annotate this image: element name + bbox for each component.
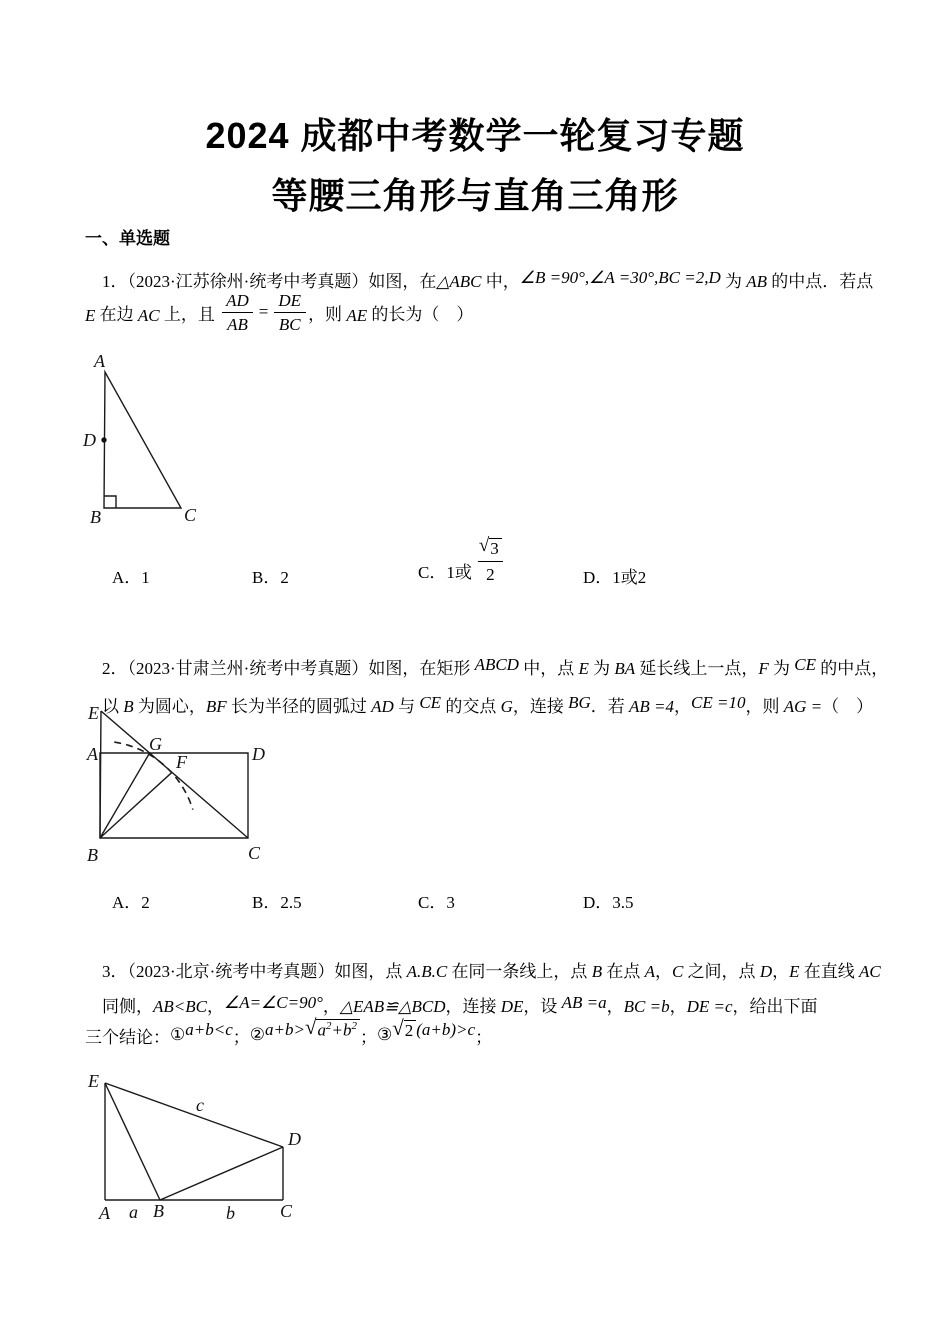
q2-option-a: A．2 xyxy=(112,893,150,912)
label-g: G xyxy=(149,734,162,754)
label-a: A xyxy=(99,1203,110,1223)
label-d: D xyxy=(83,430,96,450)
line-ec xyxy=(101,711,248,838)
circled-2: ② xyxy=(249,1025,265,1045)
q1-text: 1．（2023·江苏徐州·统考中考真题）如图，在 xyxy=(102,272,437,291)
q1-option-b: B．2 xyxy=(252,568,289,587)
triangle-outline xyxy=(104,372,181,508)
q2-text-line2: 以 B 为圆心，BF 长为半径的圆弧过 AD 与 CE 的交点 G，连接 BG．若 AB =4，CE =10，则 AG =（ ） xyxy=(102,693,874,716)
q3-text-line3: 三个结论： ① a+b<c ； ② a+b> √ $a^2+b^2$ ； ③ √ 2 (a+b)>c ； xyxy=(85,1015,493,1047)
q3-figure-triangles xyxy=(82,1070,317,1235)
label-d: D xyxy=(288,1129,301,1149)
q1-option-d: D．1或2 xyxy=(583,568,647,587)
q1-math-ac: AC xyxy=(137,306,160,325)
q2-option-c: C．3 xyxy=(418,893,455,912)
label-a-length: a xyxy=(129,1202,138,1222)
q1-math-triangle-abc: △ABC xyxy=(436,272,482,291)
q1-math-e: E xyxy=(85,306,96,325)
label-e: E xyxy=(88,1071,99,1091)
q2-text-line1: 2．（2023·甘肃兰州·统考中考真题）如图，在矩形 ABCD 中，点 E 为 BA 延长线上一点，F 为 CE 的中点， xyxy=(102,655,889,678)
radical-sign: √ xyxy=(392,1015,404,1040)
q2-math-abcd: ABCD xyxy=(474,655,519,674)
page-title-line1: 2024 成都中考数学一轮复习专题 xyxy=(205,115,745,156)
q1-option-c: C．1或 √ 3 2 xyxy=(418,538,506,585)
q1-fraction-ad-ab: $\frac{AD}{AB}$ xyxy=(221,292,254,333)
right-angle-mark xyxy=(104,496,116,508)
label-b: B xyxy=(87,845,98,865)
q3-text-line2: 同侧，AB<BC，∠A=∠C=90°，△EAB≌△BCD，连接 DE，设 AB =a，BC =b，DE =c，给出下面 xyxy=(102,993,818,1016)
radical-sign: √ xyxy=(304,1015,317,1040)
q3-conclusion-3: (a+b)>c xyxy=(416,1020,476,1039)
q1-fraction-de-bc: $\frac{DE}{BC}$ xyxy=(273,292,306,333)
page-title-line2: 等腰三角形与直角三角形 xyxy=(271,175,679,216)
q2-figure-rectangle xyxy=(83,698,278,883)
q1-figure-right-triangle xyxy=(80,348,210,533)
line-ed xyxy=(105,1083,283,1147)
q1-option-a: A．1 xyxy=(112,568,150,587)
label-b: B xyxy=(153,1201,164,1221)
section-heading: 一、单选题 xyxy=(85,229,170,248)
q3-conclusion-1: a+b<c xyxy=(185,1020,233,1039)
rectangle-outline xyxy=(100,753,248,838)
circled-3: ③ xyxy=(376,1025,393,1045)
sqrt-2: √ 2 xyxy=(392,1020,416,1041)
label-d: D xyxy=(252,744,265,764)
label-c-length: c xyxy=(196,1095,204,1115)
line-bg xyxy=(100,753,150,838)
label-e: E xyxy=(88,703,99,723)
line-bf xyxy=(100,772,172,838)
equals-sign: = xyxy=(258,302,269,321)
q2-option-b: B．2.5 xyxy=(252,893,302,912)
line-bd xyxy=(160,1147,283,1200)
q1-math-ae: AE xyxy=(346,306,368,325)
radical-sign: √ xyxy=(478,535,490,556)
label-c: C xyxy=(280,1201,293,1221)
label-a: A xyxy=(94,351,105,371)
line-eb xyxy=(100,711,101,838)
q1-option-c-fraction: √ 3 2 xyxy=(475,538,506,585)
sqrt-a2-plus-b2: √ $a^2+b^2$ xyxy=(305,1019,360,1040)
label-b-length: b xyxy=(226,1203,235,1223)
point-d-dot xyxy=(101,437,106,442)
q3-text-line1: 3．（2023·北京·统考中考真题）如图，点 A.B.C 在同一条线上，点 B 在点 A，C 之间，点 D，E 在直线 AC xyxy=(102,962,881,981)
label-a: A xyxy=(87,744,98,764)
q1-text-line1: 1．（2023·江苏徐州·统考中考真题）如图，在△ABC 中，∠B =90°,∠A =30°,BC =2,D 为 AB 的中点．若点 xyxy=(102,268,874,291)
label-c: C xyxy=(248,843,261,863)
circled-1: ① xyxy=(170,1025,186,1045)
q3-conclusion-2: a+b> xyxy=(265,1020,305,1039)
q2-math-ce: CE xyxy=(794,655,817,674)
q2-option-d: D．3.5 xyxy=(583,893,634,912)
label-f: F xyxy=(176,752,187,772)
sqrt-3: √ 3 xyxy=(479,538,502,559)
q3-math-congruent: △EAB≌△BCD xyxy=(339,997,446,1016)
label-c: C xyxy=(184,505,197,525)
q3-math-angles: ∠A=∠C=90° xyxy=(223,993,323,1012)
q1-math-conditions: ∠B =90°,∠A =30°,BC =2,D xyxy=(519,268,721,287)
q1-text-line2: E 在边 AC 上，且 $\frac{AD}{AB}$ = $\frac{DE}{BC}$ ，则 AE 的长为（ ） xyxy=(85,290,474,334)
label-b: B xyxy=(90,507,101,527)
q1-math-ab: AB xyxy=(746,272,768,291)
